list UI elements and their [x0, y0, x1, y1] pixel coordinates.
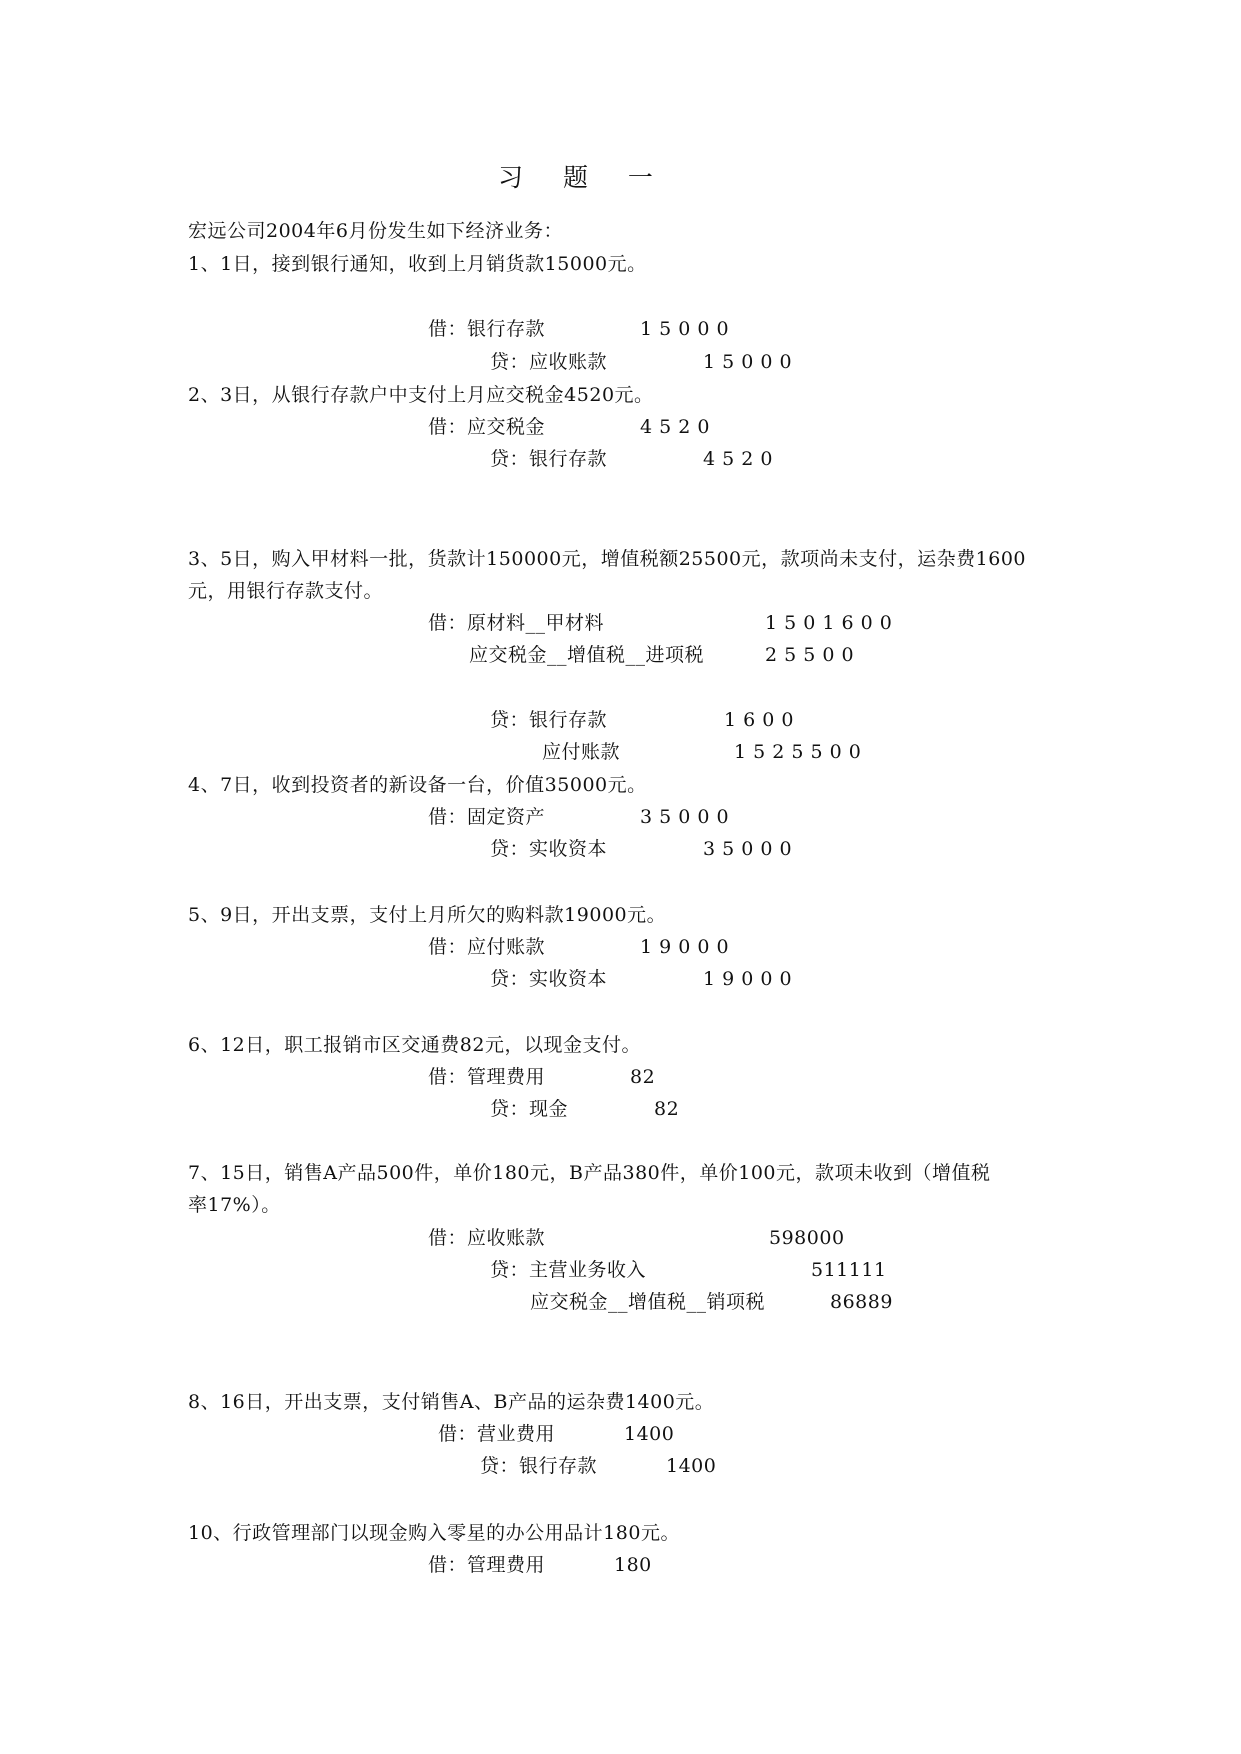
entry-amount: 1400	[624, 1423, 675, 1445]
item-text: 10、行政管理部门以现金购入零星的办公用品计180元。	[188, 1522, 680, 1544]
entry-account: 借：固定资产	[428, 806, 546, 828]
item-text: 2、3日，从银行存款户中支付上月应交税金4520元。	[188, 384, 654, 406]
entry-amount: 1 9 0 0 0	[640, 936, 730, 958]
entry-account: 借：营业费用	[438, 1423, 556, 1445]
entry-account: 借：银行存款	[428, 318, 546, 340]
entry-account: 贷：实收资本	[490, 968, 608, 990]
entry-amount: 4 5 2 0	[640, 416, 710, 438]
entry-account: 应交税金__增值税__销项税	[530, 1291, 766, 1313]
entry-amount: 4 5 2 0	[703, 448, 773, 470]
entry-account: 借：原材料__甲材料	[428, 612, 605, 634]
entry-account: 借：应收账款	[428, 1227, 546, 1249]
entry-amount: 82	[654, 1098, 680, 1120]
entry-amount: 3 5 0 0 0	[640, 806, 730, 828]
item-text: 7、15日，销售A产品500件，单价180元，B产品380件，单价100元，款项未收到（增值税	[188, 1162, 991, 1184]
intro-text: 宏远公司2004年6月份发生如下经济业务：	[188, 220, 563, 242]
item-text: 1、1日，接到银行通知，收到上月销货款15000元。	[188, 253, 647, 275]
entry-amount: 86889	[830, 1291, 893, 1313]
item-text: 6、12日，职工报销市区交通费82元，以现金支付。	[188, 1034, 641, 1056]
item-text: 3、5日，购入甲材料一批，货款计150000元，增值税额25500元，款项尚未支付，运杂费1600	[188, 548, 1027, 570]
item-text: 5、9日，开出支票，支付上月所欠的购料款19000元。	[188, 904, 667, 926]
entry-account: 贷：主营业务收入	[490, 1259, 647, 1281]
entry-account: 贷：银行存款	[490, 448, 608, 470]
entry-account: 借：应付账款	[428, 936, 546, 958]
entry-account: 借：管理费用	[428, 1066, 546, 1088]
entry-account: 贷：银行存款	[490, 709, 608, 731]
entry-account: 贷：应收账款	[490, 351, 608, 373]
item-text: 8、16日，开出支票，支付销售A、B产品的运杂费1400元。	[188, 1391, 715, 1413]
entry-account: 借：应交税金	[428, 416, 546, 438]
entry-account: 贷：实收资本	[490, 838, 608, 860]
entry-account: 贷：现金	[490, 1098, 569, 1120]
entry-account: 借：管理费用	[428, 1554, 546, 1576]
item-text: 率17%）。	[188, 1194, 281, 1216]
page-title: 习 题 一	[498, 163, 669, 192]
entry-amount: 1 5 2 5 5 0 0	[734, 741, 862, 763]
entry-amount: 82	[630, 1066, 656, 1088]
entry-amount: 1 5 0 0 0	[640, 318, 730, 340]
entry-amount: 1 6 0 0	[724, 709, 794, 731]
entry-amount: 180	[614, 1554, 652, 1576]
entry-amount: 1400	[666, 1455, 717, 1477]
entry-amount: 598000	[769, 1227, 845, 1249]
item-text: 4、7日，收到投资者的新设备一台，价值35000元。	[188, 774, 647, 796]
entry-account: 应交税金__增值税__进项税	[469, 644, 705, 666]
entry-amount: 1 5 0 1 6 0 0	[765, 612, 893, 634]
entry-amount: 2 5 5 0 0	[765, 644, 855, 666]
entry-account: 贷：银行存款	[480, 1455, 598, 1477]
entry-amount: 3 5 0 0 0	[703, 838, 793, 860]
entry-amount: 1 9 0 0 0	[703, 968, 793, 990]
item-text: 元，用银行存款支付。	[188, 580, 384, 602]
entry-account: 应付账款	[542, 741, 621, 763]
entry-amount: 511111	[811, 1259, 887, 1281]
entry-amount: 1 5 0 0 0	[703, 351, 793, 373]
